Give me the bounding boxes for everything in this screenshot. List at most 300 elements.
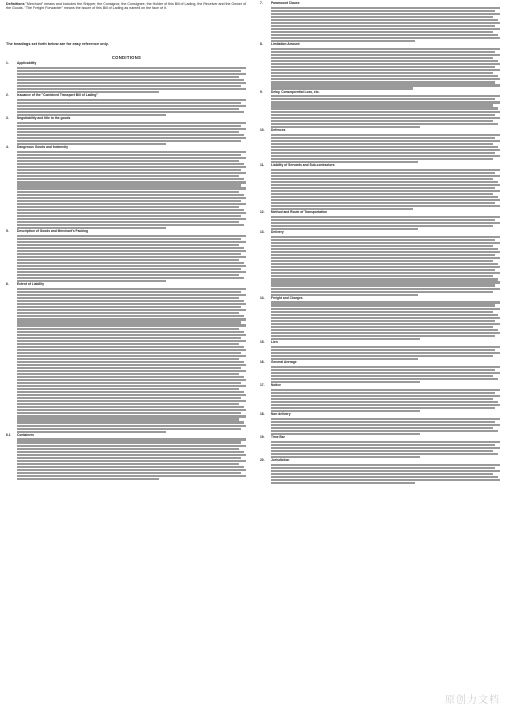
body-text-line	[271, 369, 495, 371]
body-text-line	[271, 329, 498, 331]
body-text-line	[17, 303, 246, 305]
section-body	[6, 122, 246, 145]
body-text-line	[271, 81, 495, 83]
body-text-line	[271, 433, 420, 435]
body-text-line	[17, 88, 246, 90]
section-heading	[260, 384, 500, 388]
body-text-line	[17, 358, 239, 360]
section-heading	[260, 43, 500, 47]
body-text-line	[17, 268, 241, 270]
body-text-line	[17, 394, 246, 396]
body-text-line	[17, 212, 246, 214]
body-text-line	[17, 291, 241, 293]
body-text-line	[17, 457, 241, 459]
body-text-line	[271, 155, 500, 157]
body-text-line	[271, 263, 498, 265]
body-text-line	[271, 114, 495, 116]
body-text-line	[271, 245, 493, 247]
section-body	[260, 389, 500, 412]
body-text-line	[271, 158, 493, 160]
section-title: Limitation Amount	[271, 42, 300, 47]
body-text-line	[17, 324, 246, 326]
body-text-line	[271, 101, 500, 103]
section-body	[6, 288, 246, 433]
section-body	[260, 464, 500, 484]
body-text-line	[271, 381, 420, 383]
body-text-line	[271, 78, 500, 80]
body-text-line	[271, 281, 500, 283]
body-text-line	[17, 85, 241, 87]
body-text-line	[271, 196, 498, 198]
section-heading	[6, 283, 246, 287]
body-text-line	[271, 392, 495, 394]
body-text-line	[271, 375, 493, 377]
body-text-line	[17, 385, 246, 387]
body-text-line	[271, 216, 500, 218]
body-text-line	[271, 404, 500, 406]
body-text-line	[271, 16, 493, 18]
section-heading	[260, 231, 500, 235]
definitions-lead: Definitions	[6, 2, 25, 6]
body-text-line	[271, 22, 500, 24]
body-text-line	[271, 284, 495, 286]
body-text-line	[17, 250, 246, 252]
body-text-line	[271, 456, 420, 458]
section-number: 9.	[260, 89, 263, 94]
body-text-line	[271, 389, 500, 391]
body-text-line	[17, 203, 246, 205]
body-text-line	[271, 28, 500, 30]
body-text-line	[271, 418, 500, 420]
section-heading	[260, 2, 500, 6]
body-text-line	[17, 431, 166, 433]
body-text-line	[17, 178, 244, 180]
body-text-line	[17, 418, 239, 420]
body-text-line	[271, 95, 500, 97]
section-body	[260, 418, 500, 435]
body-text-line	[271, 169, 500, 171]
body-text-line	[17, 265, 246, 267]
section-number: 16.	[260, 359, 265, 364]
body-text-line	[17, 197, 246, 199]
body-text-line	[17, 331, 244, 333]
section-body	[260, 441, 500, 458]
section-title: Delivery	[271, 230, 284, 235]
body-text-line	[17, 475, 246, 477]
body-text-line	[271, 464, 500, 466]
body-text-line	[271, 228, 418, 230]
section-title: Method and Route of Transportation	[271, 210, 327, 215]
section-number: 5.	[6, 228, 9, 233]
section-heading	[6, 146, 246, 150]
body-text-line	[17, 184, 241, 186]
body-text-line	[17, 102, 241, 104]
body-text-line	[17, 460, 246, 462]
body-text-line	[271, 236, 500, 238]
body-text-line	[17, 288, 246, 290]
body-text-line	[271, 378, 498, 380]
body-text-line	[271, 134, 500, 136]
body-text-line	[271, 447, 500, 449]
body-text-line	[17, 241, 246, 243]
section-body	[260, 48, 500, 90]
conditions-title: CONDITIONS	[111, 55, 142, 60]
body-text-line	[17, 346, 244, 348]
section-heading	[260, 341, 500, 345]
section-number: 12.	[260, 210, 265, 215]
body-text-line	[17, 312, 239, 314]
body-text-line	[17, 349, 246, 351]
body-text-line	[17, 82, 246, 84]
section-heading	[6, 94, 246, 98]
section-heading	[260, 211, 500, 215]
section-number: 11.	[260, 162, 265, 167]
section-number: 13.	[260, 230, 265, 235]
left-column	[6, 62, 246, 481]
body-text-line	[271, 266, 500, 268]
section-number: 7.	[260, 1, 263, 5]
section-body	[260, 134, 500, 163]
body-text-line	[17, 328, 239, 330]
body-text-line	[17, 140, 241, 142]
section-number: 4.	[6, 145, 9, 150]
section-number: 18.	[260, 411, 265, 416]
body-text-line	[17, 262, 244, 264]
body-text-line	[271, 219, 495, 221]
body-text-line	[271, 51, 495, 53]
body-text-line	[17, 151, 246, 153]
body-text-line	[17, 412, 241, 414]
body-text-line	[271, 149, 500, 151]
body-text-line	[271, 352, 500, 354]
body-text-line	[271, 278, 498, 280]
right-column	[260, 2, 500, 702]
body-text-line	[271, 338, 420, 340]
section-heading	[260, 164, 500, 168]
body-text-line	[17, 163, 244, 165]
body-text-line	[17, 472, 241, 474]
body-text-line	[271, 482, 415, 484]
body-text-line	[271, 107, 498, 109]
body-text-line	[271, 314, 498, 316]
body-text-line	[17, 271, 246, 273]
section-number: 15.	[260, 339, 265, 344]
body-text-line	[271, 470, 500, 472]
section-title: Description of Goods and Merchant's Packing	[17, 228, 89, 233]
body-text-line	[17, 376, 244, 378]
section-title: Applicability	[17, 61, 37, 65]
body-text-line	[17, 253, 241, 255]
body-text-line	[17, 391, 244, 393]
body-text-line	[17, 76, 239, 78]
body-text-line	[271, 421, 495, 423]
body-text-line	[271, 473, 493, 475]
section-body	[6, 151, 246, 229]
body-text-line	[17, 137, 246, 139]
section-heading	[260, 436, 500, 440]
section-body	[260, 366, 500, 383]
section-body	[260, 95, 500, 127]
body-text-line	[271, 19, 498, 21]
body-text-line	[17, 478, 159, 480]
definitions-block	[6, 2, 250, 11]
body-text-line	[271, 146, 498, 148]
body-text-line	[17, 466, 244, 468]
body-text-line	[271, 172, 495, 174]
body-text-line	[271, 444, 495, 446]
body-text-line	[17, 409, 246, 411]
section-heading	[260, 91, 500, 95]
body-text-line	[271, 72, 493, 74]
body-text-line	[17, 73, 246, 75]
body-text-line	[17, 166, 246, 168]
body-text-line	[271, 178, 493, 180]
body-text-line	[17, 194, 244, 196]
body-text-line	[271, 260, 493, 262]
body-text-line	[17, 274, 239, 276]
body-text-line	[271, 60, 498, 62]
section-title: General Average	[271, 359, 297, 364]
body-text-line	[271, 257, 500, 259]
body-text-line	[17, 334, 246, 336]
body-text-line	[271, 48, 500, 50]
section-heading	[260, 361, 500, 365]
body-text-line	[271, 326, 493, 328]
section-title: Jurisdiction	[271, 458, 290, 463]
body-text-line	[17, 70, 241, 72]
body-text-line	[271, 98, 495, 100]
body-text-line	[17, 277, 244, 279]
body-text-line	[271, 143, 493, 145]
body-text-line	[17, 122, 246, 124]
body-text-line	[17, 67, 246, 69]
body-text-line	[271, 476, 498, 478]
body-text-line	[271, 117, 500, 119]
body-text-line	[271, 332, 500, 334]
body-text-line	[17, 370, 246, 372]
body-text-line	[271, 254, 495, 256]
body-text-line	[271, 395, 500, 397]
body-text-line	[271, 225, 493, 227]
body-text-line	[17, 181, 246, 183]
body-text-line	[17, 111, 244, 113]
body-text-line	[271, 34, 498, 36]
body-text-line	[17, 469, 246, 471]
section-body	[260, 7, 500, 42]
body-text-line	[271, 184, 500, 186]
body-text-line	[17, 125, 241, 127]
body-text-line	[17, 256, 246, 258]
body-text-line	[271, 66, 495, 68]
body-text-line	[17, 406, 244, 408]
body-text-line	[17, 425, 246, 427]
body-text-line	[17, 108, 239, 110]
body-text-line	[17, 169, 241, 171]
body-text-line	[17, 397, 241, 399]
body-text-line	[271, 31, 493, 33]
body-text-line	[271, 25, 495, 27]
body-text-line	[271, 301, 500, 303]
body-text-line	[271, 355, 493, 357]
body-text-line	[17, 160, 239, 162]
body-text-line	[17, 373, 239, 375]
body-text-line	[17, 318, 246, 320]
section-heading	[260, 413, 500, 417]
section-body	[260, 216, 500, 230]
body-text-line	[271, 57, 493, 59]
section-title: Negotiability and title to the goods	[17, 116, 71, 121]
body-text-line	[17, 224, 244, 226]
section-number: 14.	[260, 295, 265, 300]
body-text-line	[17, 218, 246, 220]
section-title: Liability of Servants and Sub-contractors	[271, 162, 335, 167]
section-number: 6.	[6, 282, 9, 287]
body-text-line	[17, 221, 239, 223]
body-text-line	[271, 120, 493, 122]
body-text-line	[17, 400, 246, 402]
body-text-line	[17, 463, 239, 465]
body-text-line	[271, 190, 500, 192]
body-text-line	[271, 69, 500, 71]
body-text-line	[271, 441, 500, 443]
body-text-line	[271, 175, 500, 177]
section-body	[260, 169, 500, 211]
body-text-line	[17, 382, 241, 384]
body-text-line	[271, 205, 500, 207]
body-text-line	[271, 10, 495, 12]
body-text-line	[271, 248, 498, 250]
body-text-line	[271, 152, 495, 154]
body-text-line	[17, 131, 239, 133]
body-text-line	[17, 157, 246, 159]
body-text-line	[17, 361, 244, 363]
body-text-line	[17, 128, 246, 130]
body-text-line	[17, 438, 246, 440]
body-text-line	[17, 206, 239, 208]
body-text-line	[17, 321, 241, 323]
body-text-line	[271, 54, 500, 56]
body-text-line	[271, 407, 495, 409]
section-number: 3.	[6, 116, 9, 121]
body-text-line	[271, 7, 500, 9]
body-text-line	[271, 320, 495, 322]
body-text-line	[17, 337, 241, 339]
body-text-line	[271, 479, 500, 481]
body-text-line	[271, 430, 498, 432]
body-text-line	[271, 202, 495, 204]
body-text-line	[17, 259, 239, 261]
body-text-line	[17, 105, 246, 107]
body-text-line	[271, 37, 500, 39]
body-text-line	[271, 335, 495, 337]
body-text-line	[271, 251, 500, 253]
body-text-line	[271, 187, 495, 189]
body-text-line	[17, 315, 244, 317]
body-text-line	[17, 187, 246, 189]
body-text-line	[17, 300, 244, 302]
body-text-line	[17, 297, 239, 299]
body-text-line	[271, 304, 495, 306]
body-text-line	[17, 209, 244, 211]
body-text-line	[271, 137, 495, 139]
section-number: 17.	[260, 382, 265, 387]
body-text-line	[17, 200, 241, 202]
body-text-line	[271, 199, 500, 201]
body-text-line	[17, 244, 239, 246]
body-text-line	[271, 222, 500, 224]
section-title: Notice	[271, 382, 281, 387]
body-text-line	[271, 311, 493, 313]
body-text-line	[271, 181, 498, 183]
headings-note: The headings set forth below are for easy reference only.	[6, 42, 109, 46]
definitions-text: "Merchant" means and includes the Shipper, the Consignor, the Consignee, the Holder of this Bill of Lading, the Receiver and the Owner of the Goods. "The Freight Forwarder" means the issuer of this Bill of Lading as named on the face of it.	[6, 2, 247, 11]
body-text-line	[271, 111, 500, 113]
body-text-line	[17, 403, 239, 405]
body-text-line	[17, 355, 246, 357]
body-text-line	[17, 441, 241, 443]
section-body	[6, 67, 246, 93]
body-text-line	[17, 415, 246, 417]
section-body	[260, 346, 500, 360]
section-number: 19.	[260, 435, 265, 439]
section-heading	[6, 117, 246, 121]
section-body	[6, 438, 246, 480]
section-heading	[6, 230, 246, 234]
section-heading	[6, 62, 246, 66]
watermark: 原创力文档	[445, 695, 500, 706]
section-body	[260, 301, 500, 339]
body-text-line	[17, 99, 246, 101]
body-text-line	[271, 308, 500, 310]
body-text-line	[17, 79, 244, 81]
section-heading	[6, 434, 246, 438]
section-body	[6, 235, 246, 283]
body-text-line	[271, 63, 500, 65]
body-text-line	[17, 247, 244, 249]
body-text-line	[271, 323, 500, 325]
body-text-line	[17, 352, 241, 354]
body-text-line	[17, 343, 239, 345]
body-text-line	[271, 104, 493, 106]
section-title: Time Bar	[271, 435, 285, 439]
section-title: Non delivery	[271, 411, 291, 416]
body-text-line	[17, 191, 239, 193]
body-text-line	[17, 448, 239, 450]
body-text-line	[17, 134, 244, 136]
section-title: Delay, Consequential Loss, etc.	[271, 89, 320, 94]
body-text-line	[271, 13, 500, 15]
body-text-line	[271, 291, 493, 293]
body-text-line	[17, 340, 246, 342]
body-text-line	[271, 410, 420, 412]
body-text-line	[271, 424, 500, 426]
body-text-line	[271, 242, 500, 244]
body-text-line	[17, 294, 246, 296]
body-text-line	[17, 364, 246, 366]
section-number: 8.	[260, 42, 263, 47]
body-text-line	[271, 372, 500, 374]
body-text-line	[271, 427, 493, 429]
body-text-line	[17, 306, 241, 308]
body-text-line	[17, 235, 246, 237]
section-number: 2.	[6, 93, 9, 98]
body-text-line	[271, 75, 498, 77]
body-text-line	[271, 269, 495, 271]
body-text-line	[17, 388, 239, 390]
body-text-line	[17, 421, 244, 423]
body-text-line	[271, 272, 500, 274]
section-title: Issuance of the "Combined Transport Bill of Lading"	[17, 93, 98, 98]
